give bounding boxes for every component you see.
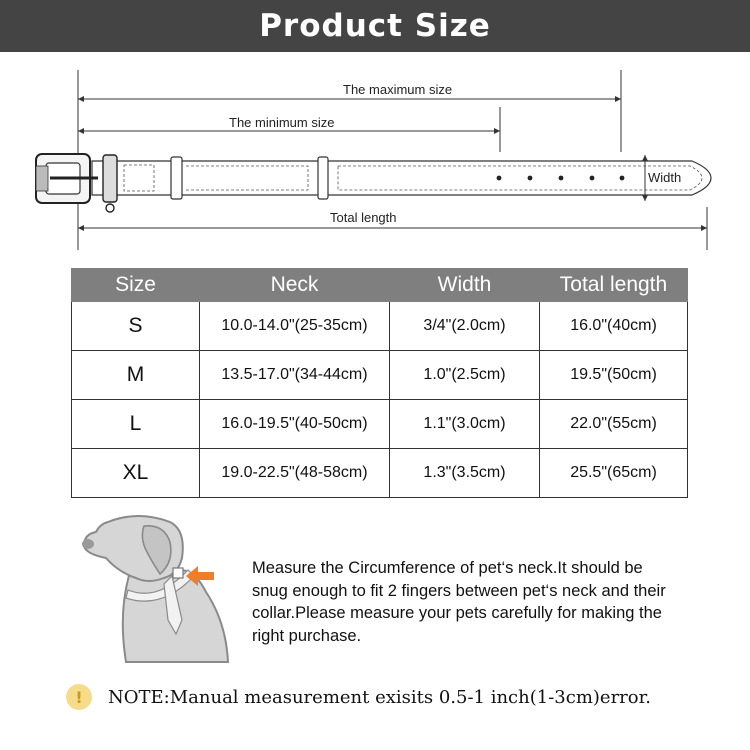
table-row <box>72 351 688 400</box>
table-row <box>72 302 688 351</box>
neck-cell: 19.0-22.5"(48-58cm) <box>200 449 390 498</box>
neck-cell: 10.0-14.0"(25-35cm) <box>200 302 390 351</box>
size-cell: L <box>72 400 200 449</box>
min-size-label: The minimum size <box>226 115 337 130</box>
total-length-label: Total length <box>327 210 400 225</box>
dog-illustration <box>78 512 238 672</box>
note-text: NOTE:Manual measurement exisits 0.5-1 inch(1-3cm)error. <box>108 686 651 708</box>
keeper-loop <box>318 157 328 199</box>
width-cell: 1.3"(3.5cm) <box>390 449 540 498</box>
page-title: Product Size <box>259 8 491 44</box>
total-length-cell: 22.0"(55cm) <box>540 400 688 449</box>
size-table <box>71 268 688 498</box>
column-header-total-length: Total length <box>540 269 688 302</box>
d-ring-plate <box>103 155 117 202</box>
collar-diagram <box>0 52 750 262</box>
width-label: Width <box>648 170 682 185</box>
neck-cell: 13.5-17.0"(34-44cm) <box>200 351 390 400</box>
size-cell: M <box>72 351 200 400</box>
header-bar <box>0 0 750 52</box>
size-cell: XL <box>72 449 200 498</box>
max-size-label: The maximum size <box>340 82 455 97</box>
measure-instructions: Measure the Circumference of pet‘s neck.It should be snug enough to fit 2 fingers between pet‘s neck and their collar.Please measure your pets carefully for making the right purchase. <box>252 559 666 645</box>
neck-cell: 16.0-19.5"(40-50cm) <box>200 400 390 449</box>
column-header-width: Width <box>390 269 540 302</box>
column-header-neck: Neck <box>200 269 390 302</box>
total-length-cell: 19.5"(50cm) <box>540 351 688 400</box>
note <box>66 684 651 710</box>
width-cell: 1.1"(3.0cm) <box>390 400 540 449</box>
dog-neck-icon <box>78 512 238 672</box>
size-cell: S <box>72 302 200 351</box>
column-header-size: Size <box>72 269 200 302</box>
table-row <box>72 400 688 449</box>
table-row <box>72 449 688 498</box>
total-length-cell: 25.5"(65cm) <box>540 449 688 498</box>
keeper-loop <box>171 157 182 199</box>
width-cell: 1.0"(2.5cm) <box>390 351 540 400</box>
total-length-cell: 16.0"(40cm) <box>540 302 688 351</box>
exclamation-icon: ! <box>66 684 92 710</box>
width-cell: 3/4"(2.0cm) <box>390 302 540 351</box>
table-header-row <box>72 269 688 302</box>
